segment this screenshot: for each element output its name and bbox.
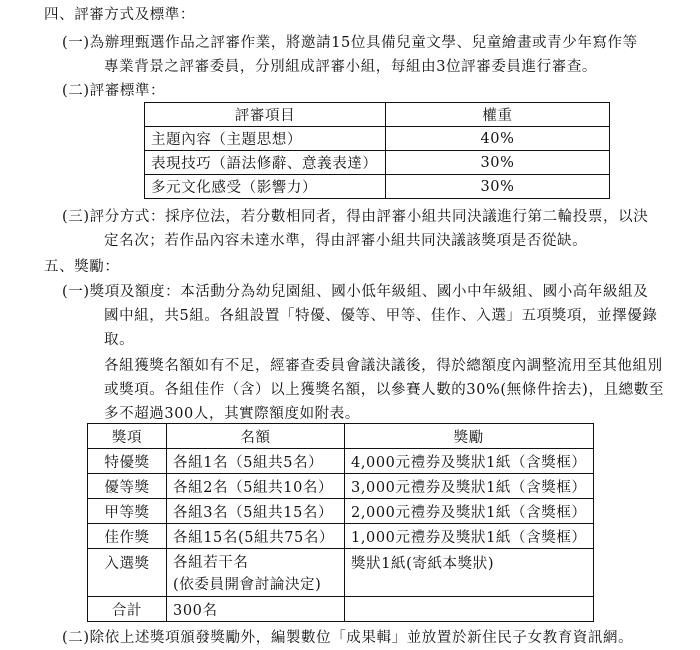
criteria-header-weight: 權重 [386,103,610,127]
section4-item3-line1: (三)評分方式：採序位法，若分數相同者，得由評審小組共同決議進行第二輪投票，以決 [62,209,649,225]
award-quota: 各組1名（5組共5名） [167,449,345,474]
award-name: 入選獎 [88,549,167,597]
criteria-item: 表現技巧（語法修辭、意義表達） [145,151,386,175]
criteria-weight: 40% [386,127,610,151]
award-name: 特優獎 [88,449,167,474]
awards-header-reward: 獎勵 [345,424,594,449]
section4-item2: (二)評審標準： [62,83,166,99]
award-quota: 各組2名（5組共10名） [167,474,345,499]
total-value: 300名 [167,597,345,622]
award-quota [167,549,345,597]
table-row [145,127,610,151]
section4-item3-line2: 定名次；若作品內容未達水準，得由評審小組共同決議該獎項是否從缺。 [104,233,588,249]
table-row [88,549,594,597]
entry-quota-line2: (依委員開會討論決定) [173,577,322,593]
criteria-item: 多元文化感受（影響力） [145,175,386,199]
awards-table [87,423,594,622]
section5-item1-line1: (一)獎項及額度：本活動分為幼兒園組、國小低年級組、國小中年級組、國小高年級組及 [62,284,649,300]
awards-header-quota: 名額 [167,424,345,449]
section5-item1-line3: 取。 [104,332,135,348]
table-row [88,474,594,499]
section4-item1-line1: (一)為辦理甄選作品之評審作業，將邀請15位具備兒童文學、兒童繪畫或青少年寫作等 [62,35,638,51]
award-reward: 1,000元禮券及獎狀1紙（含獎框） [345,524,594,549]
criteria-header-item: 評審項目 [145,103,386,127]
table-row [145,151,610,175]
section5-para-line1: 各組獲獎名額如有不足，經審查委員會議決議後，得於總額度內調整流用至其他組別 [104,358,663,374]
table-row [145,175,610,199]
table-row [88,524,594,549]
criteria-weight: 30% [386,151,610,175]
award-quota: 各組15名(5組共75名） [167,524,345,549]
award-quota: 各組3名（5組共15名） [167,499,345,524]
section5-para-line2: 或獎項。各組佳作（含）以上獲獎名額，以參賽人數的30%(無條件捨去)，且總數至 [104,382,664,398]
award-name: 甲等獎 [88,499,167,524]
entry-quota-line1: 各組若干名 [173,555,249,571]
award-name: 佳作獎 [88,524,167,549]
table-row [88,499,594,524]
section4-heading: 四、評審方式及標準： [44,7,195,23]
section5-item1-line2: 國中組，共5組。各組設置「特優、優等、甲等、佳作、入選」五項獎項，並擇優錄 [104,308,658,324]
awards-header-award: 獎項 [88,424,167,449]
award-reward: 2,000元禮券及獎狀1紙（含獎框） [345,499,594,524]
criteria-weight: 30% [386,175,610,199]
section5-heading: 五、獎勵： [44,259,120,275]
table-row [88,597,594,622]
criteria-item: 主題內容（主題思想） [145,127,386,151]
table-row [88,449,594,474]
award-reward: 3,000元禮券及獎狀1紙（含獎框） [345,474,594,499]
award-name: 優等獎 [88,474,167,499]
section4-item1-line2: 專業背景之評審委員，分別組成評審小組，每組由3位評審委員進行審查。 [104,59,598,75]
total-label: 合計 [88,597,167,622]
section5-para-line3: 多不超過300人，其實際額度如附表。 [104,406,360,422]
award-reward: 獎狀1紙(寄紙本獎狀) [345,549,594,597]
criteria-table [144,102,610,199]
award-reward: 4,000元禮券及獎狀1紙（含獎框） [345,449,594,474]
total-reward-empty [345,597,594,622]
section5-item2: (二)除依上述獎項頒發獎勵外，編製數位「成果輯」並放置於新住民子女教育資訊網。 [62,630,634,646]
